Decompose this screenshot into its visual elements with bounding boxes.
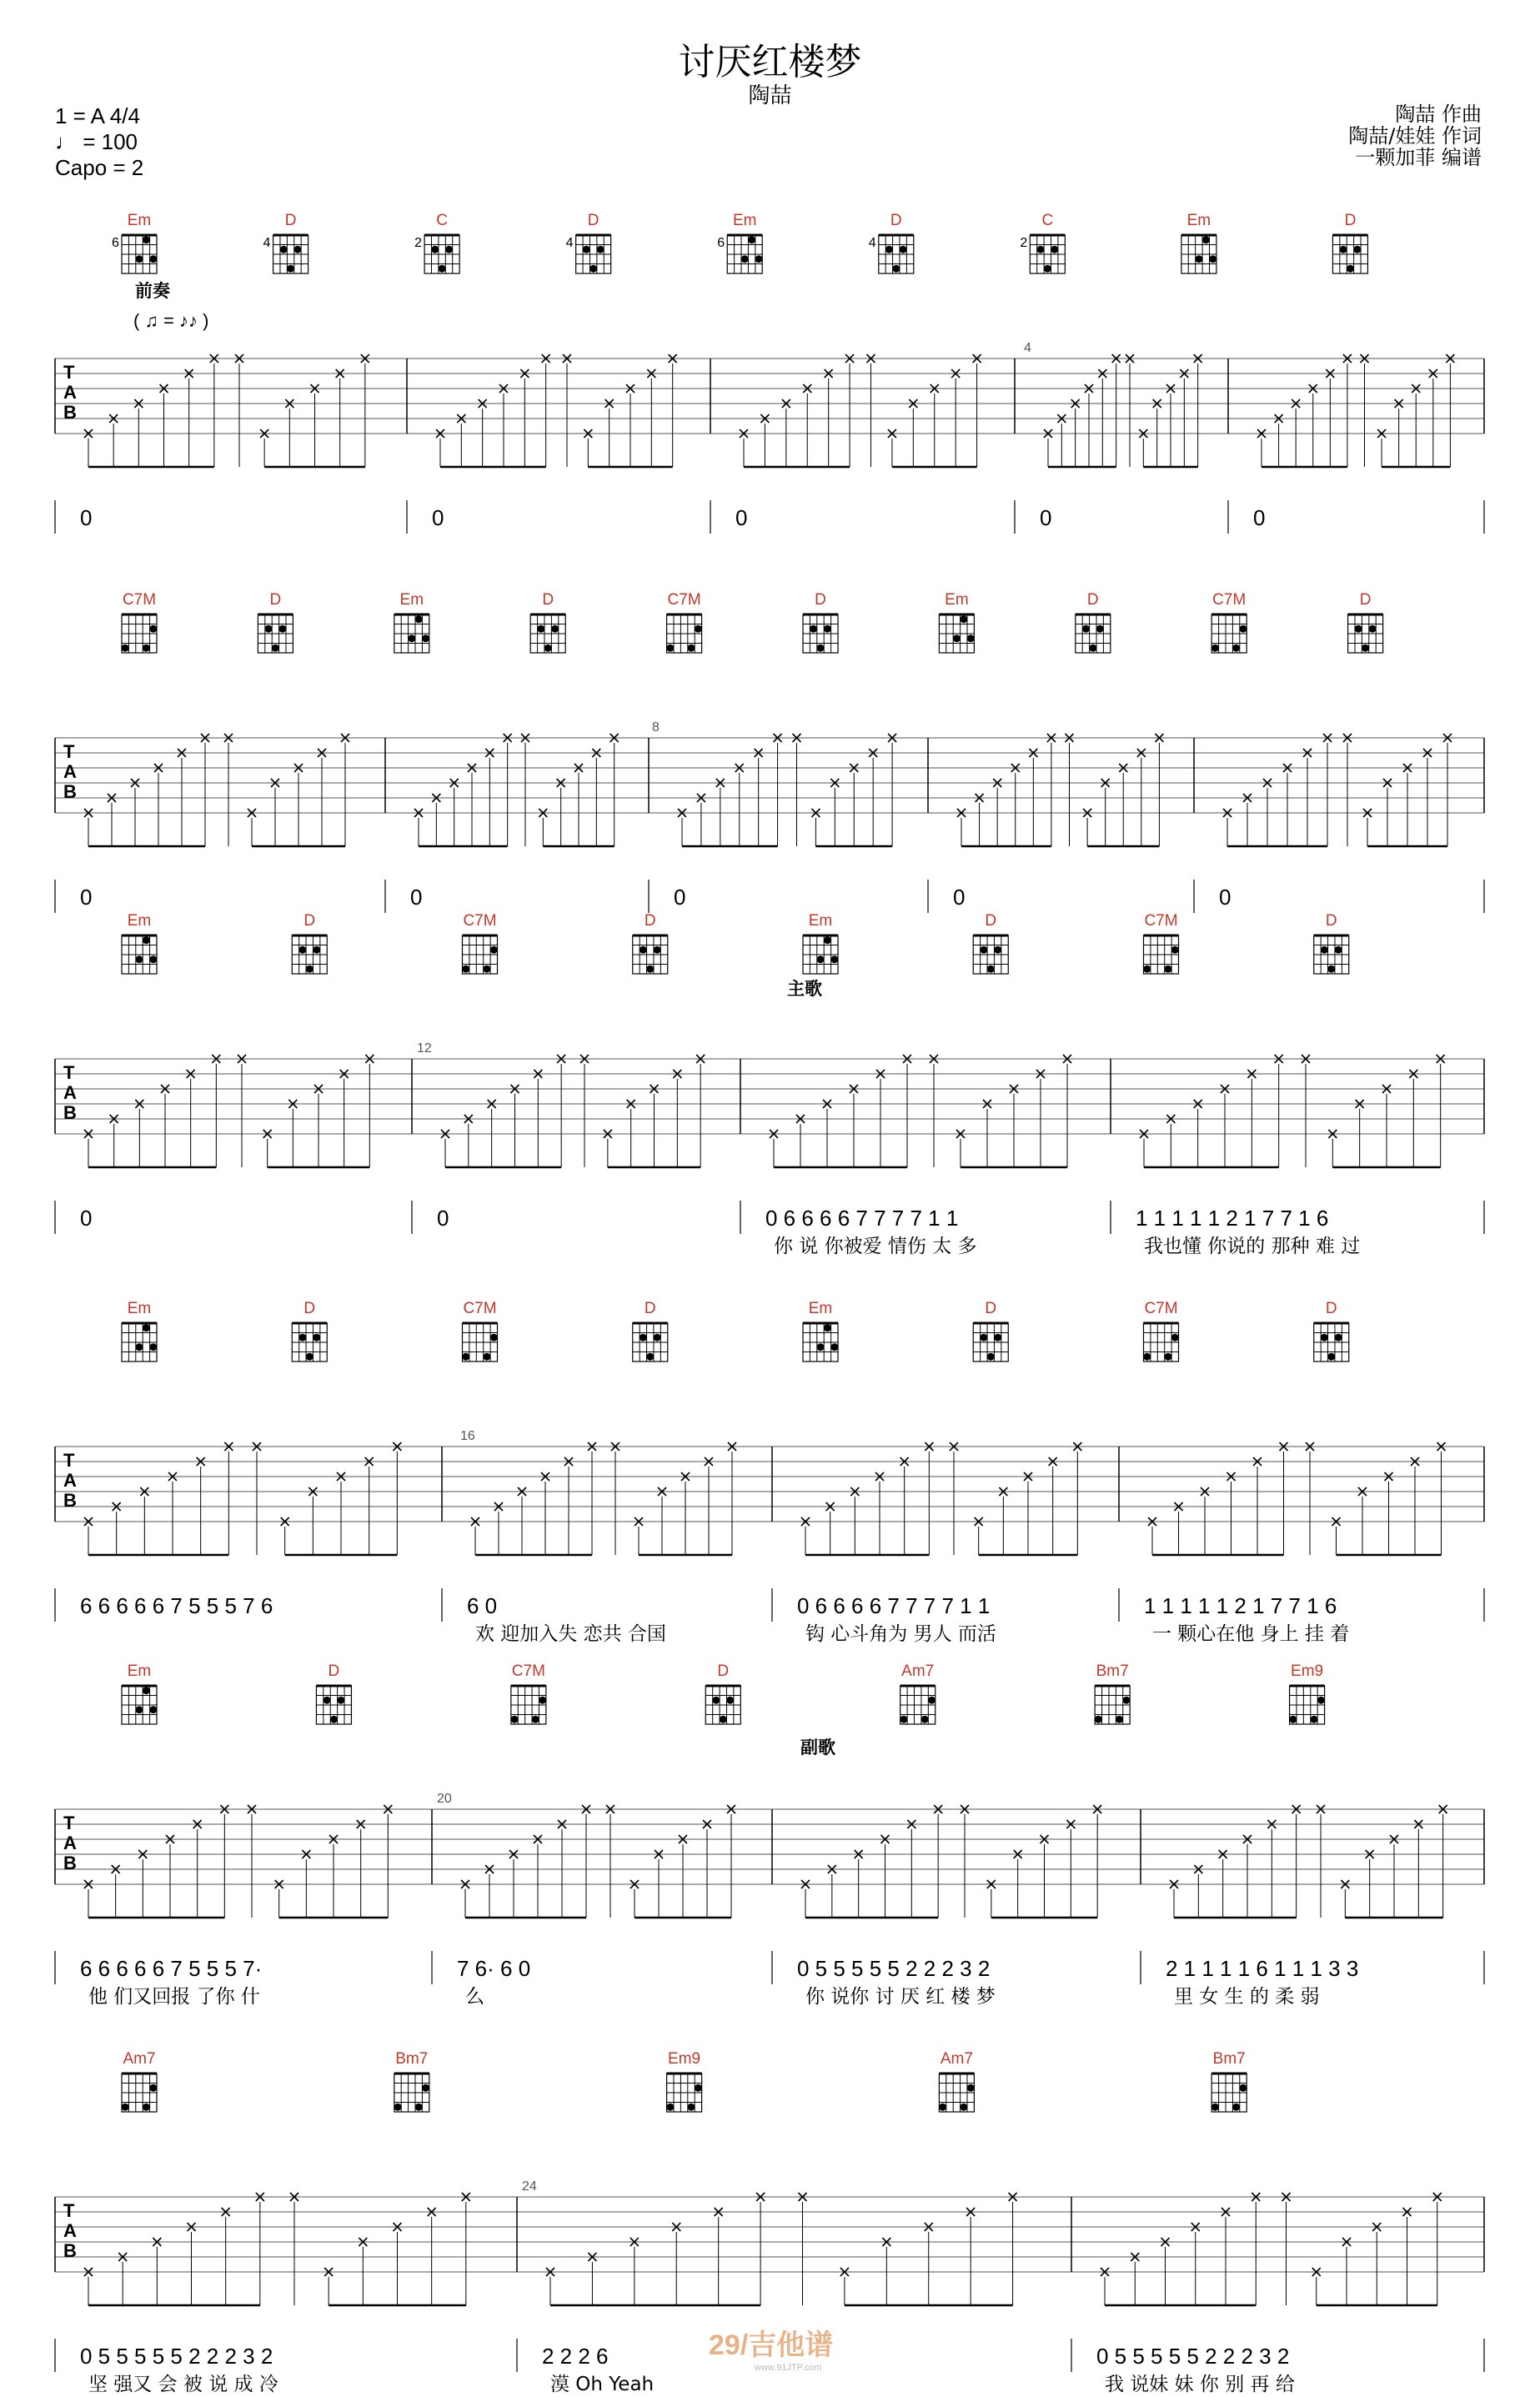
chord-diagram: [462, 935, 498, 974]
jianpu-notes: 0 5 5 5 5 5 2 2 2 3 2: [1096, 2344, 1290, 2369]
arranger-credit: 一颗加菲 编谱: [1355, 146, 1482, 169]
chord-diagram: [1289, 1686, 1325, 1724]
chord-name: C7M: [463, 912, 497, 930]
chord-name: Em: [808, 1300, 833, 1317]
jianpu-notes: 0: [80, 505, 93, 530]
chord-diagram: [803, 614, 838, 653]
chord-diagram: [292, 1323, 327, 1361]
chord-name: Bm7: [1212, 2050, 1246, 2068]
lyric-line-1: 么: [465, 1986, 484, 2008]
chord-diagram: [973, 1323, 1008, 1361]
lyricist-credit: 陶喆/娃娃 作词: [1348, 124, 1482, 148]
chord-diagram: [122, 1323, 157, 1361]
chord-diagram: [666, 2074, 702, 2112]
lyric-line-1: 欢 迎加入失 恋共 合国: [475, 1623, 666, 1645]
chord-diagram: [939, 2074, 975, 2112]
chord-name: D: [1359, 591, 1372, 609]
chord-diagram: [803, 935, 838, 974]
chord-name: Em: [127, 912, 152, 930]
chord-diagram: [1095, 1686, 1131, 1724]
tab-clef-letter: B: [63, 2240, 77, 2261]
chord-name: Am7: [901, 1662, 935, 1680]
jianpu-notes: 0 5 5 5 5 5 2 2 2 3 2: [80, 2344, 273, 2369]
chord-diagram: [973, 935, 1008, 974]
chord-name: C7M: [122, 591, 157, 609]
chord-diagram: [122, 1686, 157, 1724]
chord-diagram: [1143, 935, 1179, 974]
lyric-line-1: 你 说你 讨 厌 红 楼 梦: [805, 1986, 996, 2008]
chord-name: Bm7: [1096, 1662, 1129, 1680]
tab-system: [0, 1659, 1540, 2009]
jianpu-notes: 0 5 5 5 5 5 2 2 2 3 2: [797, 1956, 991, 1981]
chord-diagram: [1348, 614, 1383, 653]
jianpu-notes: 0: [953, 885, 966, 910]
chord-name: D: [542, 591, 554, 609]
chord-diagram: [394, 2074, 430, 2112]
chord-name: C7M: [667, 591, 701, 609]
chord-diagram: [1076, 614, 1111, 653]
chord-name: D: [1086, 591, 1099, 609]
chord-name: D: [644, 1300, 656, 1317]
tab-system: [0, 909, 1540, 1259]
composer-credit: 陶喆 作曲: [1395, 103, 1482, 126]
chord-name: D: [1344, 212, 1357, 229]
chord-name: C7M: [1144, 912, 1178, 930]
watermark-url: www.91JTP.com: [755, 2363, 822, 2373]
jianpu-notes: 0 6 6 6 6 7 7 7 7 1 1: [765, 1206, 959, 1231]
chord-diagram: [462, 1323, 498, 1361]
lyric-line-1: 我 说妹 妹 你 别 再 给: [1105, 2374, 1295, 2395]
jianpu-notes: 0: [1253, 505, 1266, 530]
section-chorus: 副歌: [800, 1738, 835, 1758]
tab-clef-letter: A: [63, 1833, 77, 1853]
lyric-line-1: 里 女 生 的 柔 弱: [1174, 1986, 1320, 2008]
jianpu-notes: 0: [674, 885, 686, 910]
jianpu-notes: 0: [410, 885, 423, 910]
chord-name: D: [1325, 912, 1337, 930]
chord-name: Em: [732, 212, 757, 229]
jianpu-notes: 0 6 6 6 6 7 7 7 7 1 1: [797, 1593, 991, 1618]
chord-name: Em9: [668, 2050, 701, 2068]
tab-clef-letter: T: [63, 362, 75, 383]
chord-diagram: [394, 614, 429, 653]
chord-name: Em9: [1291, 1662, 1324, 1680]
tab-clef-letter: T: [63, 2200, 75, 2221]
chord-diagram: [727, 235, 762, 273]
chord-diagram: [122, 235, 157, 273]
tab-clef-letter: B: [63, 1853, 77, 1873]
jianpu-notes: 0: [432, 505, 444, 530]
fret-number: 4: [868, 236, 876, 250]
chord-diagram: [122, 935, 157, 974]
jianpu-notes: 6 6 6 6 6 7 5 5 5 7 6: [80, 1593, 273, 1618]
chord-diagram: [273, 235, 309, 273]
jianpu-notes: 6 6 6 6 6 7 5 5 5 7·: [80, 1956, 263, 1981]
fret-number: 6: [717, 236, 725, 250]
chord-name: C7M: [511, 1662, 545, 1680]
jianpu-notes: 1 1 1 1 1 2 1 7 7 1 6: [1144, 1593, 1337, 1618]
chord-name: D: [644, 912, 656, 930]
chord-diagram: [1314, 935, 1349, 974]
score-meta: [55, 103, 143, 181]
chord-diagram: [258, 614, 293, 653]
fret-number: 6: [112, 236, 119, 250]
tab-system: [0, 588, 1540, 938]
jianpu-notes: 0: [735, 505, 748, 530]
chord-diagram: [316, 1686, 351, 1724]
chord-diagram: [122, 2074, 158, 2112]
fret-number: 2: [414, 236, 423, 250]
chord-name: Em: [127, 212, 152, 229]
chord-name: C7M: [1144, 1300, 1178, 1317]
credits: [1348, 103, 1482, 168]
chord-name: Em: [808, 912, 833, 930]
chord-diagram: [1211, 614, 1247, 653]
chord-name: D: [815, 591, 826, 609]
chord-name: D: [587, 212, 599, 229]
chord-diagram: [803, 1323, 838, 1361]
chord-name: Em: [1186, 212, 1211, 229]
measure-number: 16: [460, 1429, 475, 1443]
lyric-line-1: 漠 Oh Yeah: [550, 2374, 655, 2395]
jianpu-notes: 6 0: [467, 1593, 498, 1618]
chord-name: D: [985, 912, 997, 930]
tab-clef-letter: A: [63, 1470, 77, 1491]
chord-diagram: [424, 235, 459, 273]
key-signature: 1 = A 4/4: [55, 103, 140, 128]
chord-diagram: [666, 614, 702, 653]
lyric-line-1: 钩 心斗角为 男人 而活: [805, 1623, 996, 1645]
chord-diagram: [292, 935, 327, 974]
chord-diagram: [1314, 1323, 1349, 1361]
jianpu-notes: 0: [80, 1206, 93, 1231]
tab-clef-letter: B: [63, 1490, 77, 1511]
jianpu-notes: 0: [437, 1206, 449, 1231]
tab-clef-letter: A: [63, 382, 77, 403]
measure-number: 20: [437, 1792, 452, 1806]
chord-name: D: [269, 591, 282, 609]
chord-diagram: [1030, 235, 1065, 273]
watermark-text: 29/吉他谱: [709, 2329, 834, 2361]
swing-note: ( ♫ = ♪♪ ): [133, 310, 209, 331]
chord-name: Em: [945, 591, 969, 609]
fret-number: 4: [565, 236, 574, 250]
lyric-line-1: 坚 强又 会 被 说 成 冷: [88, 2374, 278, 2395]
lyric-line-1: 你 说 你被爱 情伤 太 多: [774, 1236, 977, 1257]
chord-diagram: [576, 235, 611, 273]
chord-name: C7M: [1212, 591, 1247, 609]
tab-clef-letter: B: [63, 402, 77, 423]
tab-clef-letter: T: [63, 1813, 75, 1833]
chord-diagram: [1211, 2074, 1247, 2112]
chord-name: D: [303, 1300, 316, 1317]
measure-number: 4: [1024, 341, 1031, 355]
jianpu-notes: 2 1 1 1 1 6 1 1 1 3 3: [1166, 1956, 1359, 1981]
chord-name: D: [303, 912, 316, 930]
chord-diagram: [879, 235, 914, 273]
chord-name: D: [284, 212, 297, 229]
chord-name: Em: [127, 1662, 152, 1680]
jianpu-notes: 0: [80, 885, 93, 910]
artist-name: 陶喆: [748, 83, 792, 108]
chord-name: Am7: [940, 2050, 973, 2068]
chord-name: Bm7: [395, 2050, 429, 2068]
jianpu-notes: 0: [1219, 885, 1231, 910]
chord-name: D: [328, 1662, 340, 1680]
chord-name: C: [436, 212, 448, 229]
tab-clef-letter: T: [63, 1062, 75, 1083]
chord-diagram: [1143, 1323, 1179, 1361]
lyric-line-1: 一 颗心在他 身上 挂 着: [1152, 1623, 1350, 1645]
chord-name: D: [985, 1300, 997, 1317]
jianpu-notes: 0: [1040, 505, 1052, 530]
fret-number: 4: [263, 236, 271, 250]
song-title: 讨厌红楼梦: [678, 41, 862, 83]
watermark-logo: [709, 2322, 833, 2373]
jianpu-notes: 1 1 1 1 1 2 1 7 7 1 6: [1136, 1206, 1329, 1231]
measure-number: 8: [652, 720, 660, 735]
chord-diagram: [530, 614, 565, 653]
chord-diagram: [1332, 235, 1367, 273]
tempo-marking: ♩ = 100: [55, 129, 138, 154]
jianpu-notes: 2 2 2 6: [542, 2344, 609, 2369]
chord-diagram: [939, 614, 974, 653]
chord-name: C7M: [463, 1300, 497, 1317]
tab-clef-letter: T: [63, 741, 75, 762]
tab-system: [0, 1296, 1540, 1647]
tab-clef-letter: A: [63, 761, 77, 782]
tab-clef-letter: B: [63, 1102, 77, 1123]
chord-diagram: [633, 1323, 668, 1361]
jianpu-notes: 7 6· 6 0: [457, 1956, 531, 1981]
fret-number: 2: [1020, 236, 1028, 250]
measure-number: 12: [417, 1041, 432, 1056]
chord-diagram: [900, 1686, 936, 1724]
tab-system: [0, 208, 1540, 559]
tab-clef-letter: A: [63, 2220, 77, 2241]
chord-name: Am7: [123, 2050, 156, 2068]
section-intro: 前奏: [135, 281, 170, 301]
tab-clef-letter: B: [63, 781, 77, 802]
lyric-line-1: 我也懂 你说的 那种 难 过: [1144, 1236, 1361, 1257]
chord-name: Em: [127, 1300, 152, 1317]
tab-clef-letter: A: [63, 1082, 77, 1103]
chord-diagram: [511, 1686, 547, 1724]
chord-diagram: [705, 1686, 740, 1724]
chord-name: D: [717, 1662, 730, 1680]
chord-diagram: [122, 614, 158, 653]
chord-name: Em: [399, 591, 424, 609]
measure-number: 24: [522, 2179, 537, 2194]
chord-diagram: [633, 935, 668, 974]
tab-clef-letter: T: [63, 1450, 75, 1471]
chord-name: C: [1041, 212, 1054, 229]
lyric-line-1: 他 们又回报 了你 什: [88, 1986, 260, 2008]
section-verse: 主歌: [787, 979, 822, 999]
capo-marking: Capo = 2: [55, 155, 144, 180]
chord-name: D: [1325, 1300, 1337, 1317]
chord-diagram: [1181, 235, 1216, 273]
chord-name: D: [890, 212, 902, 229]
